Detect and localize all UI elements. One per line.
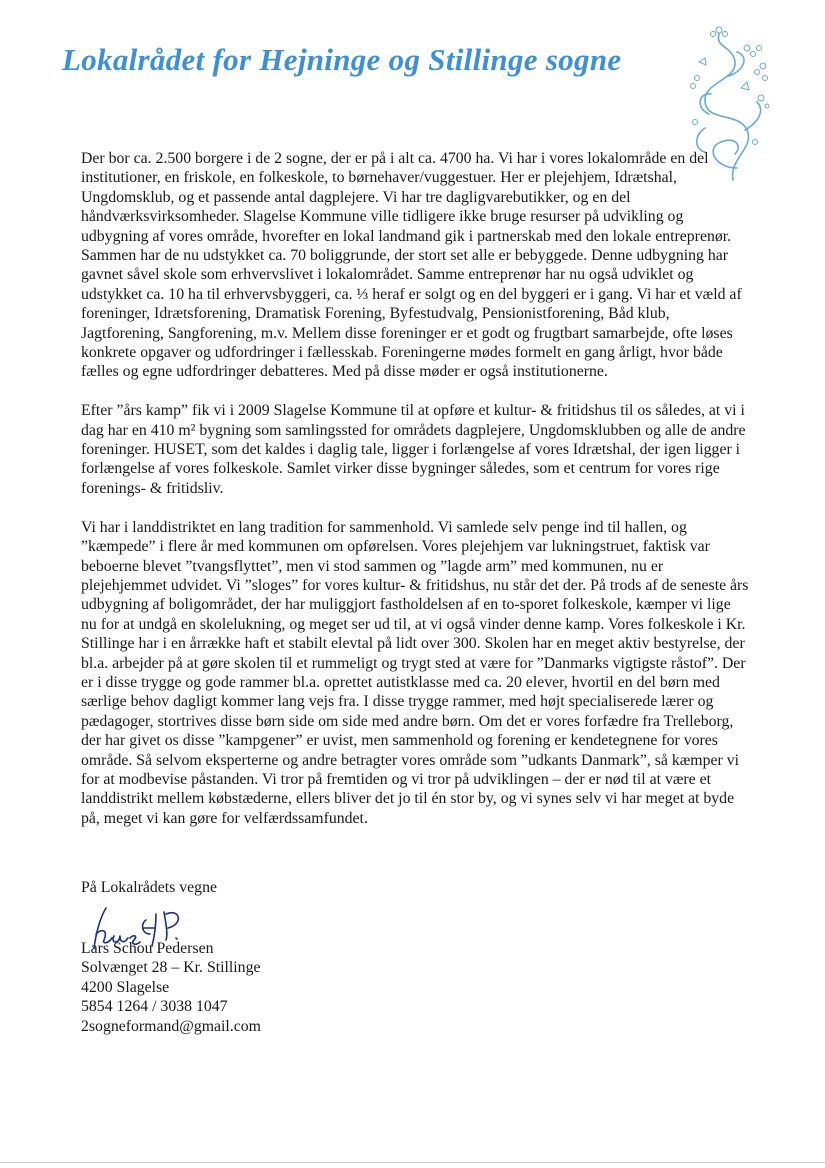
scan-edge-divider [0,1162,825,1163]
contact-city: 4200 Slagelse [81,978,170,996]
closing-line: På Lokalrådets vegne [81,879,217,896]
contact-name: Lars Schou Pedersen [81,940,214,957]
contact-block [81,939,261,1036]
letter-body [81,149,749,848]
body-paragraph-1: Der bor ca. 2.500 borgere i de 2 sogne, der er på i alt ca. 4700 ha. Vi har i vores lokalområde en del institutioner, en friskole, en folkeskole, to børnehaver/vuggestuer. Her er plejehjem, Idrætshal, Ungdomsklub, og et passende antal dagplejere. Vi har tre dagligvarebutikker, og en del håndværksvirksomheder. Slagelse Kommune ville tidligere ikke bruge resurser på udvikling og udbygning af vores område, hvorefter en lokal landmand gik i partnerskab med den lokale entreprenør. Sammen har de nu udstykket ca. 70 boliggrunde, der stort set alle er bebyggede. Denne udbygning har gavnet såvel skole som erhvervslivet i lokalområdet. Samme entreprenør har nu også udviklet og udstykket ca. 10 ha til erhvervsbyggeri, ca. ⅓ heraf er solgt og en del byggeri er i gang. Vi har et væld af foreninger, Idrætsforening, Dramatisk Forening, Byfestudvalg, Pensionistforening, Båd klub, Jagtforening, Sangforening, m.v. Mellem disse foreninger er et godt og frugtbart samarbejde, ofte løses konkrete opgaver og udfordringer i fællesskab. Foreningerne mødes formelt en gang årligt, hvor både fælles og egne udfordringer debatteres. Med på disse møder er også institutionerne. [81,150,742,381]
body-paragraph-3: Vi har i landdistriktet en lang tradition for sammenhold. Vi samlede selv penge ind til hallen, og ”kæmpede” i flere år med kommunen om opførelsen. Vores plejehjem var lukningstruet, faktisk var beboerne blevet ”tvangsflyttet”, men vi stod sammen og ”lagde arm” med kommunen, nu er plejehjemmet udvidet. Vi ”sloges” for vores kultur- & fritidshus, nu står det der. På trods af de seneste års udbygning af boligområdet, der har muliggjort fastholdelsen af en to-sporet folkeskole, kæmper vi lige nu for at undgå en skolelukning, og meget ser ud til, at vi også vinder denne kamp. Vores folkeskole i Kr. Stillinge har i en årrække haft et stabilt elevtal på lidt over 300. Skolen har en meget aktiv bestyrelse, der bl.a. arbejder på at gøre skolen til et rummeligt og trygt sted at være for ”Danmarks vigtigste råstof”. Der er i disse trygge og gode rammer bl.a. oprettet autistklasse med ca. 20 elever, hvortil en del børn med særlige behov dagligt kommer lang vejs fra. I disse trygge rammer, med højt specialiserede lærer og pædagoger, stortrives disse børn side om side med andre børn. Om det er vores forfædre fra Trelleborg, der har givet os disse ”kampgener” er uvist, men sammenhold og forening er kendetegnene for vores område. Så selvom eksperterne og andre betragter vores område som ”udkants Danmark”, så kæmper vi for at modbevise påstanden. Vi tror på fremtiden og vi tror på udviklingen – der er nød til at være et landdistrikt mellem købstæderne, ellers bliver det jo til én stor by, og vi synes selv vi har meget at byde på, meget vi kan gøre for velfærdssamfundet. [81,518,749,827]
contact-address: Solvænget 28 – Kr. Stillinge [81,959,261,977]
contact-email[interactable]: 2sogneformand@gmail.com [81,1017,261,1035]
page-title: Lokalrådet for Hejninge og Stillinge sogne [62,42,622,77]
body-paragraph-2: Efter ”års kamp” fik vi i 2009 Slagelse Kommune til at opføre et kultur- & fritidshus til os således, at vi i dag har en 410 m² bygning som samlingssted for områdets dagplejere, Ungdomsklubben og alle de andre foreninger. HUSET, som det kaldes i daglig tale, ligger i forlængelse af vores Idrætshal, der igen ligger i forlængelse af vores folkeskole. Samlet virker disse bygninger således, som et centrum for vores rige forenings- & fritidsliv. [81,402,746,497]
contact-phone: 5854 1264 / 3038 1047 [81,998,228,1016]
